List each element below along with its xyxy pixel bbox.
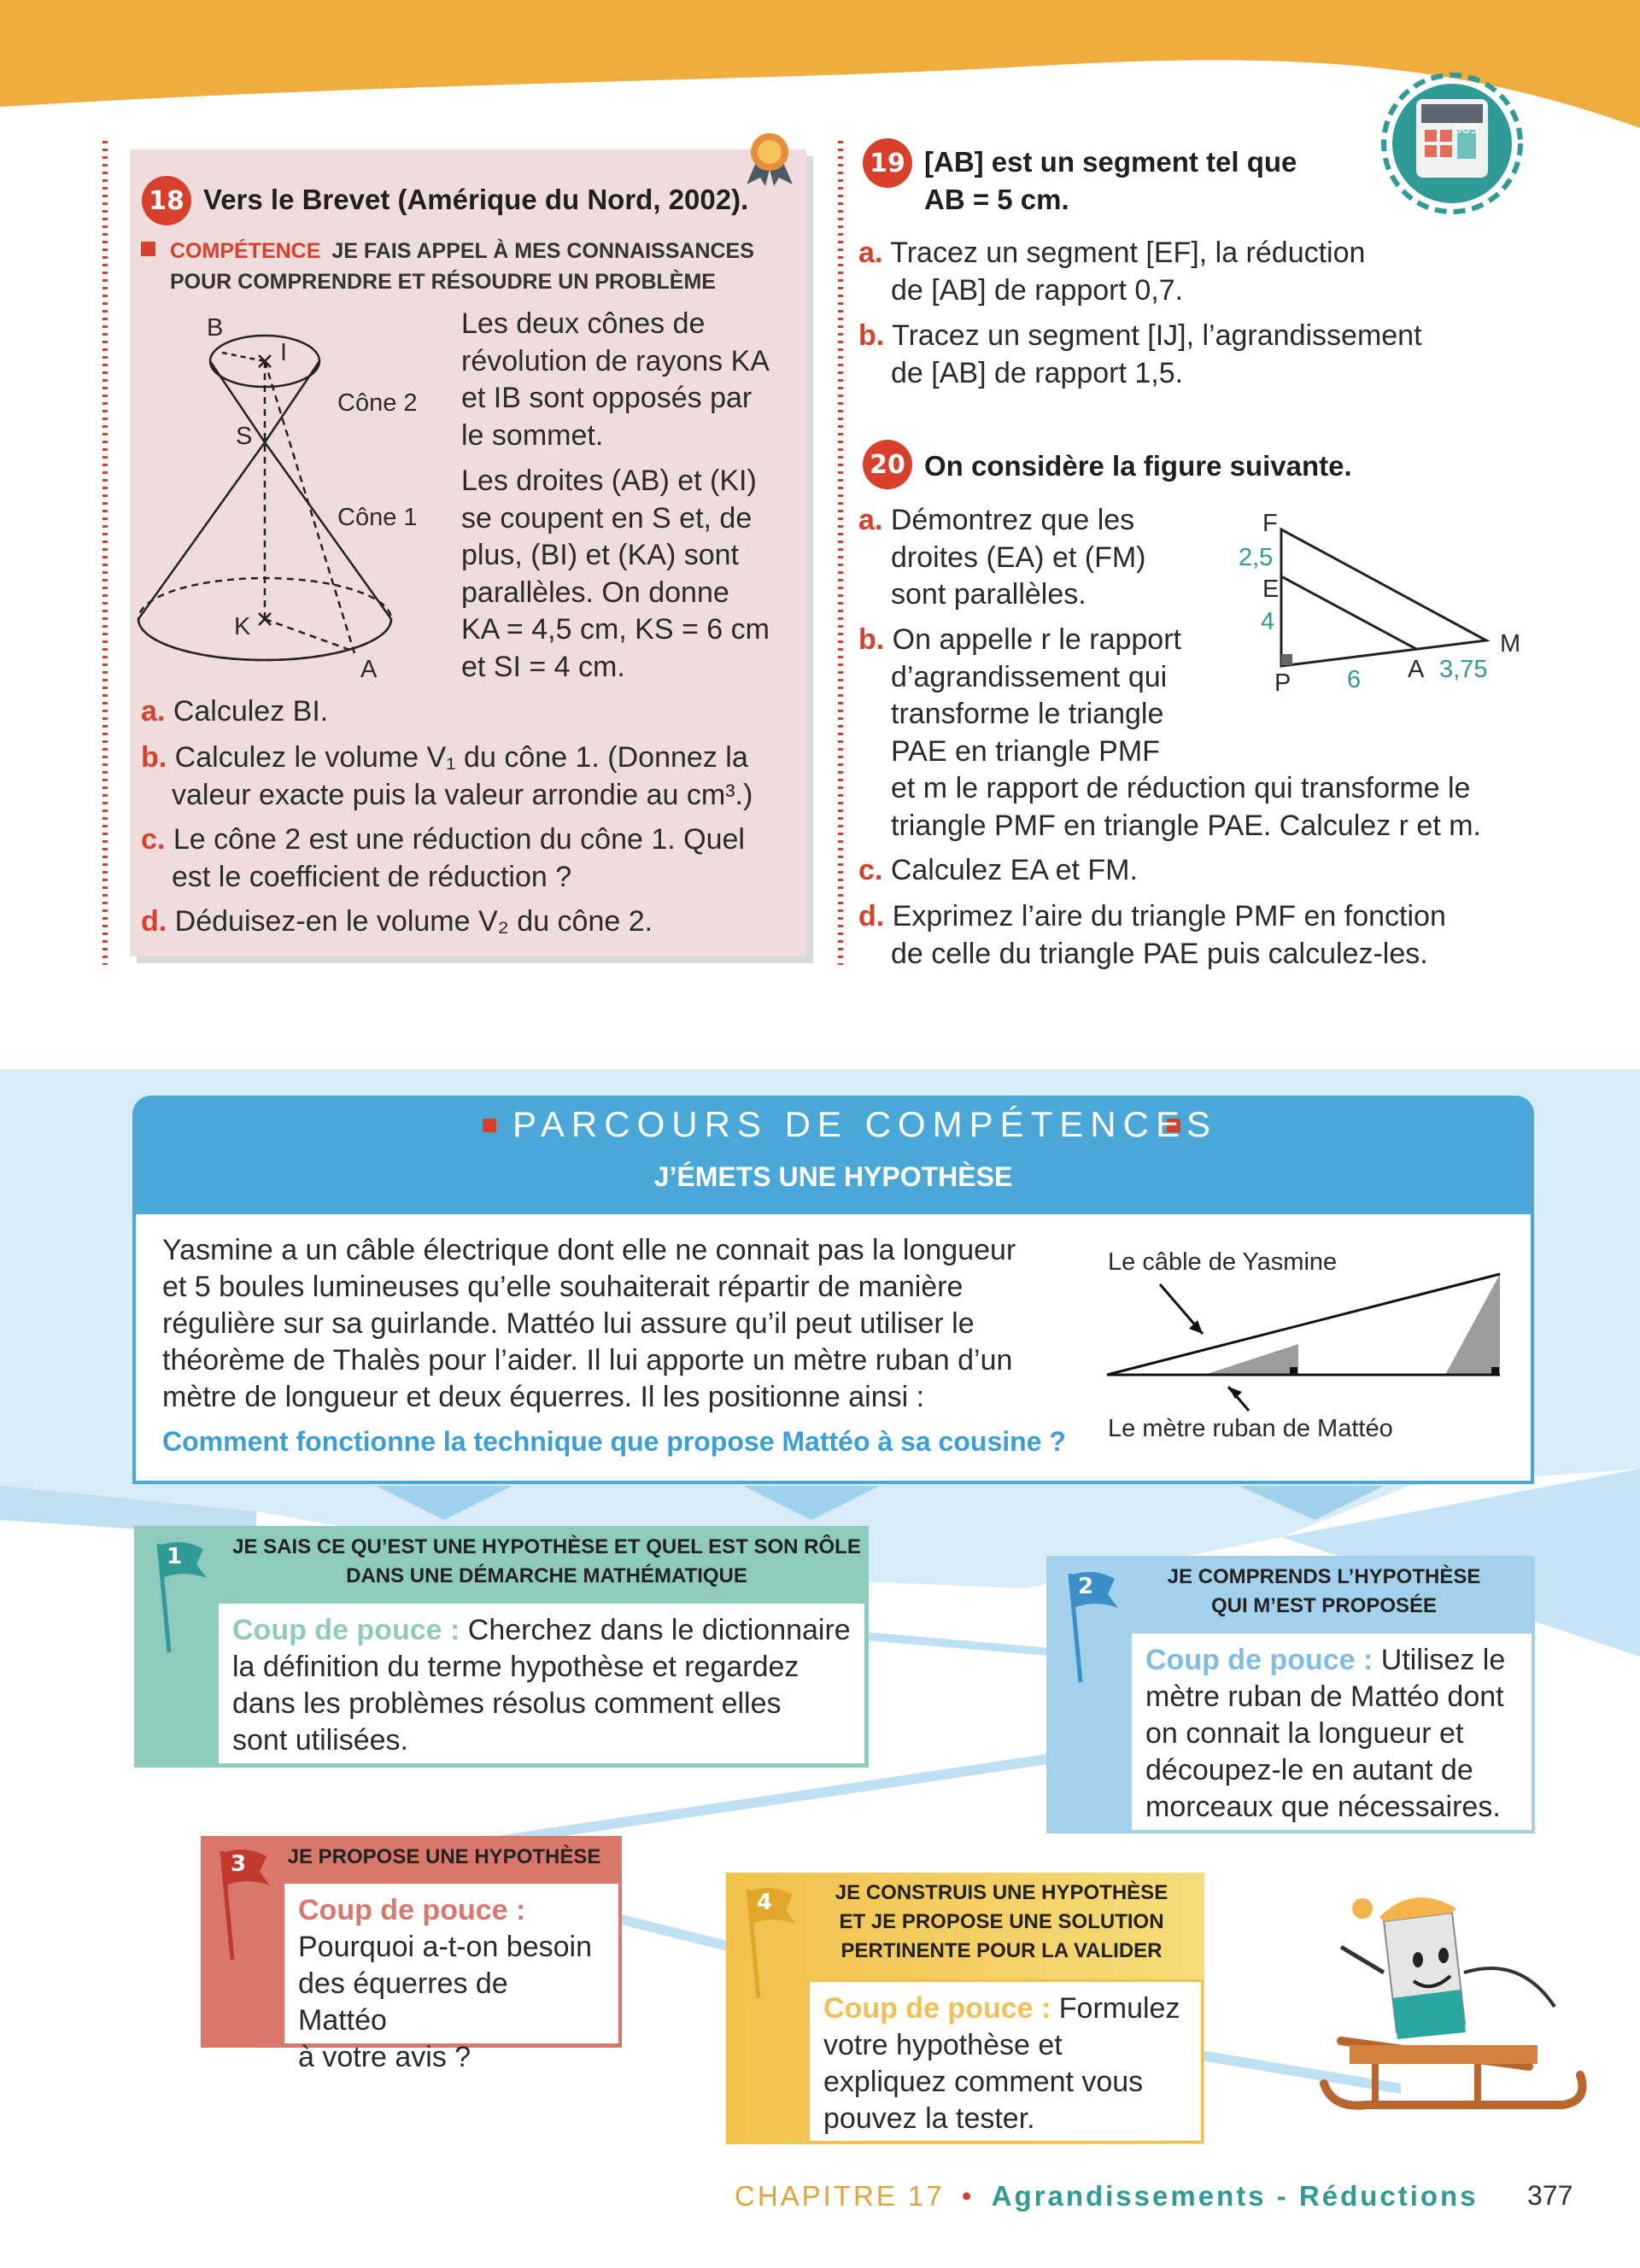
parcours-subtitle: J’ÉMETS UNE HYPOTHÈSE — [653, 1161, 1013, 1192]
footer-bullet: • — [961, 2180, 975, 2212]
heading-line: QUI M’EST PROPOSÉE — [1210, 1594, 1438, 1617]
label: b. — [858, 319, 885, 352]
medal-icon — [741, 128, 798, 188]
label-a20: A — [1408, 656, 1425, 683]
label-i: I — [280, 339, 288, 366]
competence-text-2: POUR COMPRENDRE ET RÉSOUDRE UN PROBLÈME — [170, 270, 716, 294]
ex19-question-b — [858, 318, 1422, 392]
question-text: Tracez un segment [IJ], l’agrandissement — [892, 319, 1422, 352]
heading-line: JE COMPRENDS L’HYPOTHÈSE — [1167, 1565, 1481, 1588]
label-pa: 6 — [1347, 666, 1362, 693]
hint-line: Utilisez le — [1373, 1644, 1506, 1676]
hint-line: dans les problèmes résolus comment elles — [232, 1687, 782, 1720]
question-text: PAE en triangle PMF — [891, 734, 1160, 768]
competence-tag: COMPÉTENCE — [170, 239, 321, 263]
question-text: droites (EA) et (FM) — [891, 541, 1146, 574]
exercise-19-number: 19 — [863, 138, 912, 188]
question-text: Le cône 2 est une réduction du cône 1. Quel — [173, 823, 745, 856]
label: c. — [141, 823, 166, 856]
label-fe: 2,5 — [1239, 544, 1274, 571]
step-2-number: 2 — [1078, 1574, 1094, 1599]
ex18-question-b — [141, 739, 753, 814]
label-cone-1: Cône 1 — [337, 504, 418, 531]
question-text: sont parallèles. — [891, 578, 1086, 611]
parcours-title: PARCOURS DE COMPÉTENCES — [512, 1104, 1217, 1144]
hint-line: votre hypothèse et — [823, 2029, 1063, 2061]
problem-line: et 5 boules lumineuses qu’elle souhaiterait répartir de manière — [162, 1271, 964, 1303]
intro-line: KA = 4,5 cm, KS = 6 cm — [461, 613, 770, 646]
diagram-label-metre: Le mètre ruban de Mattéo — [1108, 1415, 1393, 1442]
step-3-number: 3 — [231, 1851, 247, 1877]
exercise-18-number: 18 — [142, 176, 191, 225]
hint-line: Formulez — [1051, 1992, 1180, 2025]
diagram-label-cable: Le câble de Yasmine — [1108, 1248, 1338, 1276]
question-text: de celle du triangle PAE puis calculez-les. — [891, 937, 1428, 970]
hint-line: pouvez la tester. — [823, 2102, 1035, 2135]
step-3-hint — [282, 1881, 621, 2073]
hint-line: à votre avis ? — [298, 2041, 472, 2073]
hint-line: découpez-le en autant de — [1145, 1754, 1473, 1786]
hint-line: Pourquoi a-t-on besoin — [298, 1931, 593, 1963]
question-text: Calculez BI. — [173, 695, 329, 728]
step-2-hint — [1129, 1631, 1534, 1833]
label-f: F — [1262, 510, 1278, 537]
footer-title: Agrandissements - Réductions — [991, 2180, 1479, 2212]
label-p: P — [1274, 669, 1292, 697]
hint-label: Coup de pouce : — [823, 1992, 1051, 2025]
intro-line: Les droites (AB) et (KI) — [461, 465, 757, 497]
ex18-intro — [461, 306, 770, 686]
label-k: K — [234, 613, 251, 640]
problem-text — [162, 1232, 1016, 1416]
step-1-heading — [231, 1533, 863, 1591]
question-text: Démontrez que les — [890, 504, 1135, 536]
ex18-question-c — [141, 821, 745, 896]
footer — [735, 2180, 1479, 2212]
problem-line: théorème de Thalès pour l’aider. Il lui apporte un mètre ruban d’un — [162, 1344, 1013, 1377]
hint-line: expliquez comment vous — [823, 2066, 1144, 2098]
footer-chapter: CHAPITRE 17 — [735, 2180, 945, 2212]
step-4-hint — [807, 1979, 1204, 2143]
calculator-display: 889 — [1454, 121, 1479, 137]
hint-line: on connait la longueur et — [1145, 1717, 1464, 1750]
title-line: AB = 5 cm. — [924, 184, 1069, 215]
question-text: triangle PMF en triangle PAE. Calculez r et m. — [891, 809, 1481, 842]
calculator-icon — [1375, 67, 1529, 220]
margin-dots-right — [838, 141, 843, 965]
intro-line: Les deux cônes de — [461, 307, 706, 340]
hint-line: mètre ruban de Mattéo dont — [1145, 1681, 1504, 1713]
question-text: de [AB] de rapport 1,5. — [891, 356, 1184, 389]
competence-line — [170, 236, 754, 266]
hint-line: la définition du terme hypothèse et regardez — [232, 1651, 800, 1683]
label: a. — [858, 504, 883, 536]
label: a. — [858, 237, 883, 269]
step-4-number: 4 — [757, 1890, 773, 1915]
intro-line: plus, (BI) et (KA) sont — [461, 539, 739, 571]
thales-diagram — [1102, 1264, 1512, 1435]
label-e: E — [1262, 576, 1280, 603]
label-s: S — [236, 423, 253, 450]
ex19-question-a — [858, 235, 1365, 309]
hint-line: Cherchez dans le dictionnaire — [460, 1614, 851, 1646]
ex20-question-d — [858, 898, 1446, 973]
hint-label: Coup de pouce : — [1145, 1644, 1374, 1676]
question-text: Tracez un segment [EF], la réduction — [890, 237, 1366, 269]
question-text: Exprimez l’aire du triangle PMF en fonction — [892, 900, 1446, 932]
question-text: de [AB] de rapport 0,7. — [891, 273, 1184, 307]
ex20-question-c — [858, 852, 1138, 890]
question-text: transforme le triangle — [891, 698, 1164, 730]
question-text: valeur exacte puis la valeur arrondie au cm³.) — [172, 778, 753, 811]
intro-line: et SI = 4 cm. — [461, 650, 625, 683]
exercise-20-number: 20 — [863, 440, 912, 489]
label: d. — [858, 900, 885, 932]
question-text: On appelle r le rapport — [892, 623, 1181, 656]
heading-line: PERTINENTE POUR LA VALIDER — [840, 1939, 1163, 1962]
heading-line: JE SAIS CE QU’EST UNE HYPOTHÈSE ET QUEL EST SON RÔLE — [232, 1535, 861, 1558]
step-3-heading: JE PROPOSE UNE HYPOTHÈSE — [287, 1845, 601, 1868]
question-text: Déduisez-en le volume V₂ du cône 2. — [174, 905, 653, 938]
intro-line: révolution de rayons KA — [461, 344, 770, 377]
heading-line: ET JE PROPOSE UNE SOLUTION — [839, 1910, 1164, 1933]
intro-line: et IB sont opposés par — [461, 382, 753, 414]
sled-mascot-icon — [1307, 1887, 1597, 2143]
label-ep: 4 — [1261, 608, 1275, 635]
label: d. — [141, 905, 167, 938]
competence-square-icon — [141, 242, 155, 256]
label: b. — [858, 623, 885, 656]
margin-dots-left — [102, 141, 108, 965]
label: b. — [141, 741, 167, 774]
title-line: [AB] est un segment tel que — [924, 146, 1297, 178]
label: a. — [141, 695, 166, 728]
competence-text-1: JE FAIS APPEL À MES CONNAISSANCES — [331, 239, 754, 263]
heading-line: DANS UNE DÉMARCHE MATHÉMATIQUE — [346, 1564, 747, 1587]
label: c. — [858, 854, 883, 886]
label-cone-2: Cône 2 — [337, 389, 418, 417]
problem-line: mètre de longueur et deux équerres. Il les positionne ainsi : — [162, 1381, 925, 1413]
ex18-question-a — [141, 693, 328, 731]
step-1-number: 1 — [167, 1544, 183, 1569]
question-text: est le coefficient de réduction ? — [172, 860, 572, 893]
step-4-heading — [803, 1879, 1200, 1966]
hint-label: Coup de pouce : — [298, 1894, 526, 1926]
intro-line: se coupent en S et, de — [461, 501, 753, 535]
square-bullet-icon — [483, 1119, 496, 1132]
page-number: 377 — [1527, 2180, 1573, 2211]
exercise-20-title: On considère la figure suivante. — [924, 450, 1352, 482]
step-1-hint — [216, 1601, 867, 1766]
question-text: Calculez EA et FM. — [890, 854, 1138, 886]
question-text: et m le rapport de réduction qui transforme le — [891, 772, 1471, 804]
intro-line: le sommet. — [461, 418, 604, 452]
question-text: d’agrandissement qui — [891, 660, 1168, 693]
exercise-18-title: Vers le Brevet (Amérique du Nord, 2002). — [203, 184, 749, 215]
step-2-heading — [1119, 1563, 1529, 1621]
label-am: 3,75 — [1439, 656, 1488, 683]
problem-line: Yasmine a un câble électrique dont elle ne connait pas la longueur — [162, 1234, 1016, 1266]
ex18-question-d — [141, 903, 653, 941]
problem-question: Comment fonctionne la technique que propose Mattéo à sa cousine ? — [162, 1426, 1066, 1457]
label-m: M — [1500, 630, 1521, 658]
label-b: B — [207, 314, 224, 342]
hint-line: morceaux que nécessaires. — [1145, 1791, 1501, 1823]
label-a: A — [360, 656, 378, 683]
intro-line: parallèles. On donne — [461, 576, 729, 609]
ex20-question-a — [858, 502, 1145, 614]
hint-label: Coup de pouce : — [232, 1614, 460, 1646]
exercise-19-title — [924, 143, 1297, 219]
problem-line: régulière sur sa guirlande. Mattéo lui assure qu’il peut utiliser le — [162, 1307, 975, 1340]
heading-line: JE CONSTRUIS UNE HYPOTHÈSE — [835, 1881, 1168, 1904]
question-text: Calculez le volume V₁ du cône 1. (Donnez la — [174, 741, 748, 774]
hint-line: des équerres de Mattéo — [298, 1967, 508, 2037]
hint-line: sont utilisées. — [232, 1724, 408, 1757]
